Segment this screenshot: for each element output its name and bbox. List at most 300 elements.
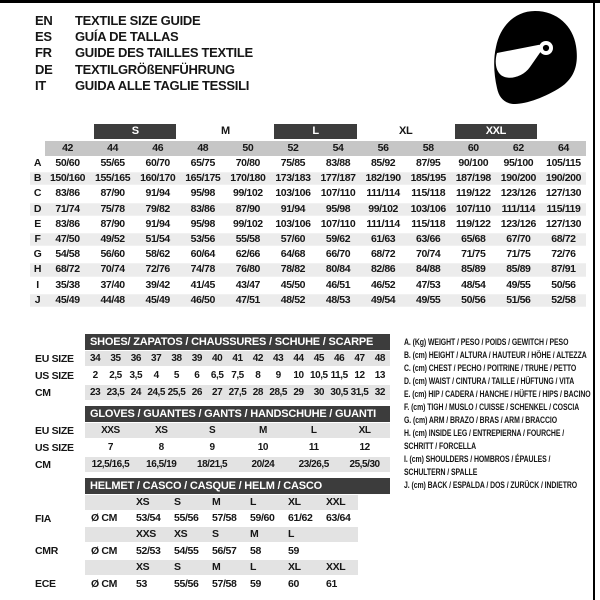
measurement-cell: 49/52 <box>100 233 125 246</box>
textile-size-table <box>30 123 586 308</box>
measurement-cell: 190/200 <box>500 172 536 185</box>
standard-label: CMR <box>35 545 59 558</box>
top-border <box>0 0 600 3</box>
measurement-cell: 64/68 <box>280 248 306 261</box>
measurement-cell: 75/85 <box>280 157 306 170</box>
size-group-spacer <box>545 124 582 139</box>
measurement-cell: 150/160 <box>49 172 86 185</box>
size-column-header: 42 <box>45 141 90 156</box>
table-row <box>30 384 392 401</box>
measurement-cell: 103/106 <box>410 202 446 215</box>
measurement-cell: 119/122 <box>455 217 491 230</box>
measurement-cell: 185/195 <box>410 172 446 185</box>
measurement-cell: 68/72 <box>551 233 576 246</box>
measurement-cell: 56/60 <box>100 248 125 261</box>
language-code: ES <box>35 29 52 45</box>
measurement-cell: 59/62 <box>325 233 351 246</box>
measurement-cell: 83/86 <box>55 217 80 230</box>
measurement-cell: 79/82 <box>145 202 170 215</box>
value-cell: 23 <box>90 387 101 398</box>
value-cell: 10 <box>257 442 269 453</box>
measurement-cell: 62/66 <box>235 248 260 261</box>
measurement-cell: 83/86 <box>55 187 80 200</box>
language-row <box>35 62 253 78</box>
value-strip <box>85 440 390 455</box>
legend-item: J. (cm) BACK / ESPALDA / DOS / ZURÜCK / INDIETRO <box>404 480 578 491</box>
helmet-sizes-row <box>30 560 392 576</box>
value-cell: 44 <box>293 353 304 364</box>
measurement-row <box>30 217 586 232</box>
measurement-cell: 71/75 <box>506 248 531 261</box>
measurement-cell: 66/70 <box>325 248 351 261</box>
measurement-cell: 173/183 <box>275 172 311 185</box>
size-column-header: 56 <box>361 141 406 156</box>
value-cell: 61 <box>326 577 337 590</box>
measurement-cell: 99/102 <box>233 217 263 230</box>
measurement-cell: 160/170 <box>140 172 176 185</box>
language-label: GUIDE DES TAILLES TEXTILE <box>75 45 253 61</box>
value-cell: 42 <box>252 353 263 364</box>
measurement-cell: 48/52 <box>280 293 306 306</box>
measurement-cell: 111/114 <box>366 217 400 230</box>
value-cell: 27,5 <box>228 387 247 398</box>
language-code: IT <box>35 77 46 93</box>
unit-label: Ø CM <box>91 577 118 590</box>
measurement-row <box>30 232 586 247</box>
value-cell: 34 <box>90 353 101 364</box>
measurement-cell: 87/90 <box>100 187 125 200</box>
value-cell: 7,5 <box>231 370 244 381</box>
legend-item: C. (cm) CHEST / PECHO / POITRINE / TRUHE / PETTO <box>404 363 577 374</box>
helmet-values-row <box>30 543 392 559</box>
measurement-cell: 115/119 <box>546 202 581 215</box>
measurement-cell: 95/98 <box>325 202 351 215</box>
measurement-cell: 119/122 <box>455 187 491 200</box>
measurement-cell: 47/50 <box>55 233 80 246</box>
value-cell: 28,5 <box>269 387 287 398</box>
language-row <box>35 13 253 29</box>
measurement-cell: 74/78 <box>190 263 215 276</box>
legend-item: G. (cm) ARM / BRAZO / BRAS / ARM / BRACCIO <box>404 415 558 426</box>
value-cell: 30 <box>313 387 324 398</box>
measurement-cell: 127/130 <box>545 187 582 200</box>
row-label: EU SIZE <box>35 424 74 437</box>
value-strip <box>85 351 390 366</box>
helmet-size-header: S <box>168 495 206 510</box>
value-cell: 5 <box>173 370 180 381</box>
measurement-cell: 43/47 <box>235 278 260 291</box>
measurement-cell: 63/66 <box>416 233 441 246</box>
legend-item: B. (cm) HEIGHT / ALTURA / HAUTEUR / HÖHE / ALTEZZA <box>404 350 587 361</box>
helmet-sizes-row <box>30 494 392 510</box>
right-border <box>593 0 595 600</box>
size-column-header: 58 <box>406 141 451 156</box>
measurement-cell: 95/100 <box>503 157 534 170</box>
table-row <box>30 422 392 439</box>
value-cell: 59/60 <box>250 512 275 525</box>
helmet-size-header: XL <box>282 495 320 510</box>
legend-item: F. (cm) TIGH / MUSLO / CUISSE / SCHENKEL / COSCIA <box>404 402 580 413</box>
value-cell: 41 <box>232 353 243 364</box>
unit-spacer <box>85 560 130 575</box>
measurement-cell: 60/70 <box>145 157 170 170</box>
measurement-cell: 95/98 <box>190 217 215 230</box>
size-group-s: S <box>94 124 176 139</box>
helmet-size-header: XXL <box>320 495 358 510</box>
value-cell: 52/53 <box>136 544 161 557</box>
measurement-cell: 85/89 <box>506 263 531 276</box>
measurement-cell: 87/91 <box>551 263 576 276</box>
value-cell: 63/64 <box>326 512 351 525</box>
size-column-header: 50 <box>225 141 270 156</box>
helmet-size-header: XL <box>282 560 320 575</box>
language-row <box>35 78 253 94</box>
value-cell: 61/62 <box>288 512 313 525</box>
value-cell: 53/54 <box>136 512 161 525</box>
value-cell: 11 <box>308 442 319 453</box>
measurement-cell: 107/110 <box>320 187 356 200</box>
value-cell: 12 <box>359 442 370 453</box>
legend-item: E. (cm) HIP / CADERA / HANCHE / HÜFTE / HIPS / BACINO <box>404 389 591 400</box>
measurement-cell: 49/55 <box>506 278 531 291</box>
measurement-cell: 57/60 <box>280 233 306 246</box>
helmet-size-header: L <box>244 495 282 510</box>
value-cell: 9 <box>275 370 281 381</box>
language-label: TEXTILE SIZE GUIDE <box>75 13 201 28</box>
value-cell: 27 <box>212 387 223 398</box>
measurement-cell: 72/76 <box>145 263 170 276</box>
gloves-size-table <box>30 405 392 473</box>
measurement-row <box>30 171 586 186</box>
value-cell: 35 <box>110 353 121 364</box>
measurement-row <box>30 247 586 262</box>
value-cell: 12 <box>354 370 365 381</box>
language-code: DE <box>35 61 53 77</box>
size-column-header: 52 <box>270 141 315 156</box>
measurement-cell: 76/80 <box>235 263 260 276</box>
table-row <box>30 439 392 456</box>
measurement-cell: 45/50 <box>280 278 306 291</box>
table-title: GLOVES / GUANTES / GANTS / HANDSCHUHE / GUANTI <box>85 406 390 422</box>
table-row <box>30 456 392 473</box>
size-column-header: 62 <box>496 141 541 156</box>
value-cell: 32 <box>374 387 385 398</box>
value-cell: XL <box>358 425 371 436</box>
measurement-cell: 49/54 <box>370 293 396 306</box>
row-label: I <box>36 278 39 291</box>
measurement-cell: 99/102 <box>368 202 398 215</box>
value-cell: 59 <box>250 577 261 590</box>
measurement-row <box>30 278 586 293</box>
value-cell: 45 <box>313 353 324 364</box>
measurement-cell: 91/94 <box>280 202 306 215</box>
value-cell: 3,5 <box>129 370 143 381</box>
measurement-cell: 52/58 <box>551 293 576 306</box>
measurement-cell: 91/94 <box>145 217 170 230</box>
value-cell: 57/58 <box>212 512 237 525</box>
value-cell: 60 <box>288 577 299 590</box>
measurement-cell: 53/56 <box>190 233 215 246</box>
measurement-cell: 65/75 <box>190 157 215 170</box>
value-cell: 59 <box>288 544 299 557</box>
value-cell: 23,5 <box>106 387 125 398</box>
measurement-cell: 39/42 <box>145 278 170 291</box>
helmet-size-header: L <box>244 560 282 575</box>
size-group-spacer <box>34 124 86 139</box>
value-cell: 40 <box>212 353 223 364</box>
helmet-icon <box>487 8 581 106</box>
size-column-header: 64 <box>541 141 586 156</box>
measurement-cell: 123/126 <box>500 187 536 200</box>
value-cell: 10,5 <box>309 370 328 381</box>
value-cell: 58 <box>250 544 261 557</box>
size-column-header: 54 <box>315 141 360 156</box>
unit-spacer <box>85 527 130 542</box>
row-label: US SIZE <box>35 369 74 382</box>
value-cell <box>320 544 358 559</box>
measurement-row <box>30 293 586 308</box>
measurement-cell: 87/95 <box>416 157 441 170</box>
measurement-cell: 99/102 <box>233 187 263 200</box>
row-label: US SIZE <box>35 441 74 454</box>
measurement-cell: 48/54 <box>461 278 486 291</box>
value-strip <box>85 385 390 400</box>
standard-label: ECE <box>35 578 56 591</box>
size-group-l: L <box>274 124 356 139</box>
value-cell: 39 <box>191 353 202 364</box>
measurement-row <box>30 156 586 171</box>
table-row <box>30 367 392 384</box>
measurement-cell: 49/55 <box>416 293 441 306</box>
value-cell: 36 <box>130 353 141 364</box>
unit-spacer <box>85 495 130 510</box>
measurement-cell: 51/54 <box>145 233 170 246</box>
table-row <box>30 350 392 367</box>
measurement-cell: 107/110 <box>320 217 356 230</box>
size-column-header: 60 <box>451 141 496 156</box>
value-cell: 6,5 <box>210 370 224 381</box>
value-cell: 18/21,5 <box>196 459 228 470</box>
helmet-size-header: XXS <box>130 527 168 542</box>
table-title-row <box>30 477 392 494</box>
language-code: FR <box>35 45 52 61</box>
measurement-cell: 84/88 <box>416 263 441 276</box>
measurement-cell: 72/76 <box>551 248 576 261</box>
helmet-size-header: XXL <box>320 560 358 575</box>
value-cell: 37 <box>151 353 162 364</box>
size-columns-row <box>30 140 586 156</box>
legend-item: D. (cm) WAIST / CINTURA / TAILLE / HÜFTUNG / VITA <box>404 376 575 387</box>
measurement-cell: 41/45 <box>190 278 215 291</box>
helmet-size-table <box>30 477 392 592</box>
value-cell: 2 <box>92 370 98 381</box>
row-label: C <box>33 187 42 200</box>
value-cell: XXS <box>101 425 120 436</box>
value-cell: 4 <box>153 370 159 381</box>
measurement-cell: 68/72 <box>55 263 80 276</box>
row-label: F <box>34 233 41 246</box>
measurement-cell: 111/114 <box>501 202 536 215</box>
measurement-cell: 68/72 <box>370 248 396 261</box>
measurement-cell: 50/60 <box>55 157 80 170</box>
size-group-m: M <box>220 125 230 137</box>
row-label: CM <box>35 458 51 471</box>
value-cell: 46 <box>334 353 345 364</box>
helmet-values-row <box>30 576 392 592</box>
measurement-cell: 47/51 <box>235 293 260 306</box>
helmet-size-header: M <box>244 527 282 542</box>
measurement-cell: 48/53 <box>325 293 351 306</box>
shoes-size-table <box>30 333 392 401</box>
value-cell: 54/55 <box>174 544 199 557</box>
value-cell: 55/56 <box>174 577 199 590</box>
helmet-size-header: S <box>206 527 244 542</box>
value-cell: 9 <box>209 442 215 453</box>
measurement-cell: 85/89 <box>461 263 486 276</box>
language-title-list <box>35 13 253 94</box>
measurement-cell: 115/118 <box>411 187 446 200</box>
measurement-cell: 55/58 <box>235 233 260 246</box>
size-column-header: 46 <box>135 141 180 156</box>
value-cell: 38 <box>171 353 182 364</box>
measurement-cell: 103/106 <box>275 217 311 230</box>
value-cell: 7 <box>107 442 113 453</box>
measurement-cell: 91/94 <box>145 187 170 200</box>
helmet-size-header: M <box>206 560 244 575</box>
value-cell: 16,5/19 <box>146 459 177 470</box>
measurement-row <box>30 186 586 201</box>
value-strip <box>85 368 390 383</box>
measurement-cell: 71/75 <box>461 248 486 261</box>
measurement-cell: 105/115 <box>546 157 581 170</box>
helmet-size-header: XS <box>130 560 168 575</box>
measurement-cell: 190/200 <box>545 172 582 185</box>
measurement-cell: 170/180 <box>230 172 266 185</box>
measurement-row <box>30 202 586 217</box>
row-label: G <box>33 248 42 261</box>
value-cell: 6 <box>194 370 200 381</box>
value-cell: 47 <box>354 353 365 364</box>
value-cell: 57/58 <box>212 577 237 590</box>
value-cell: L <box>310 425 317 436</box>
measurement-cell: 182/190 <box>365 172 401 185</box>
language-label: GUIDA ALLE TAGLIE TESSILI <box>75 77 250 93</box>
measurement-cell: 165/175 <box>185 172 221 185</box>
size-group-row <box>30 123 586 140</box>
measurement-cell: 50/56 <box>551 278 576 291</box>
value-cell: 48 <box>374 353 385 364</box>
measurement-cell: 87/90 <box>235 202 260 215</box>
measurement-cell: 46/51 <box>325 278 351 291</box>
helmet-size-header <box>320 527 358 542</box>
row-label: D <box>33 202 42 215</box>
table-title-row <box>30 405 392 422</box>
helmet-size-header: S <box>168 560 206 575</box>
table-title: HELMET / CASCO / CASQUE / HELM / CASCO <box>85 478 390 494</box>
value-cell: 11,5 <box>330 370 348 381</box>
value-cell: 24 <box>130 387 141 398</box>
measurement-cell: 61/63 <box>370 233 396 246</box>
row-label: E <box>34 217 41 230</box>
size-column-header: 44 <box>90 141 135 156</box>
language-row <box>35 45 253 61</box>
value-cell: 56/57 <box>212 544 237 557</box>
measurement-cell: 70/74 <box>100 263 125 276</box>
helmet-size-header: L <box>282 527 320 542</box>
measurement-cell: 127/130 <box>545 217 582 230</box>
language-code: EN <box>35 13 53 28</box>
measurement-cell: 187/198 <box>455 172 491 185</box>
value-cell: 2,5 <box>109 370 122 381</box>
measurement-cell: 58/62 <box>145 248 170 261</box>
value-cell: 24,5 <box>147 387 165 398</box>
measurement-cell: 85/92 <box>370 157 396 170</box>
row-label: A <box>33 157 42 170</box>
measurement-cell: 83/88 <box>325 157 351 170</box>
row-label: J <box>34 293 41 306</box>
value-cell: XS <box>155 425 168 436</box>
value-cell: 23/26,5 <box>298 459 329 470</box>
unit-label: Ø CM <box>91 512 118 525</box>
measurement-cell: 177/187 <box>320 172 356 185</box>
measurement-cell: 45/49 <box>55 293 80 306</box>
legend-item: I. (cm) SHOULDERS / HOMBROS / ÉPAULES / SCHULTERN / SPALLE <box>404 454 551 478</box>
measurement-cell: 95/98 <box>190 187 215 200</box>
table-title: SHOES/ ZAPATOS / CHAUSSURES / SCHUHE / SCARPE <box>85 334 390 350</box>
measurement-cell: 54/58 <box>55 248 80 261</box>
measurement-cell: 115/118 <box>411 217 446 230</box>
measurement-row <box>30 262 586 277</box>
value-cell: 13 <box>374 370 385 381</box>
measurement-cell: 45/49 <box>145 293 170 306</box>
measurement-cell: 46/50 <box>190 293 215 306</box>
language-label: TEXTILGRÖßENFÜHRUNG <box>75 61 235 77</box>
language-label: GUÍA DE TALLAS <box>75 29 179 45</box>
size-column-header: 48 <box>180 141 225 156</box>
measurement-cell: 111/114 <box>366 187 400 200</box>
measurement-cell: 70/74 <box>416 248 441 261</box>
unit-label: Ø CM <box>91 544 118 557</box>
measurement-cell: 55/65 <box>100 157 125 170</box>
value-cell: 25,5/30 <box>349 459 380 470</box>
measurement-cell: 60/64 <box>190 248 215 261</box>
measurement-cell: 87/90 <box>100 217 125 230</box>
standard-label: FIA <box>35 512 52 525</box>
value-cell: S <box>208 425 216 436</box>
measurement-cell: 82/86 <box>370 263 396 276</box>
value-cell: 30,5 <box>330 387 348 398</box>
value-cell: 29 <box>293 387 304 398</box>
table-title-row <box>30 333 392 350</box>
value-cell: 28 <box>252 387 263 398</box>
measurement-cell: 46/52 <box>370 278 396 291</box>
measurement-cell: 50/56 <box>461 293 486 306</box>
helmet-values-row <box>30 510 392 526</box>
legend-item: H. (cm) INSIDE LEG / ENTREPIERNA / FOURCHE / SCHRITT / FORCELLA <box>404 428 565 452</box>
value-strip <box>85 457 390 472</box>
language-row <box>35 29 253 45</box>
value-cell: 25,5 <box>167 387 186 398</box>
value-cell: 31,5 <box>350 387 369 398</box>
measurement-cell: 75/78 <box>100 202 125 215</box>
measurement-cell: 70/80 <box>235 157 260 170</box>
row-label: CM <box>35 386 51 399</box>
value-cell: 8 <box>158 442 164 453</box>
value-cell: 55/56 <box>174 512 199 525</box>
helmet-sizes-row <box>30 527 392 543</box>
measurement-cell: 107/110 <box>455 202 491 215</box>
measurement-cell: 51/56 <box>506 293 531 306</box>
